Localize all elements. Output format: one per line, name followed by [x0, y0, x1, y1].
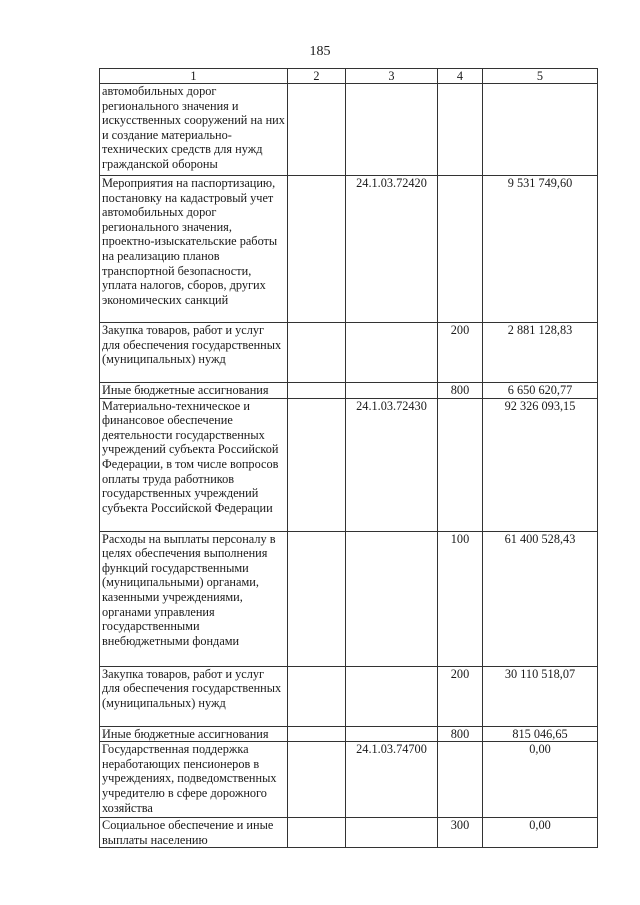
table-row: [100, 323, 598, 383]
row-description: Закупка товаров, работ и услуг для обеспечения государственных (муниципальных) нужд: [100, 323, 288, 383]
row-description: автомобильных дорог регионального значения и искусственных сооружений на них и создание материально-технических средств для нужд гражданской обороны: [100, 84, 288, 176]
column-header-4: 4: [438, 69, 483, 84]
table-row: [100, 398, 598, 531]
row-col2: [288, 818, 346, 848]
table-row: [100, 742, 598, 818]
row-col2: [288, 666, 346, 726]
row-type: 200: [438, 666, 483, 726]
row-description: Государственная поддержка неработающих пенсионеров в учреждениях, подведомственных учредителю в сфере дорожного хозяйства: [100, 742, 288, 818]
row-amount: 61 400 528,43: [483, 531, 598, 666]
budget-table: [99, 68, 598, 848]
row-code: 24.1.03.74700: [346, 742, 438, 818]
column-header-1: 1: [100, 69, 288, 84]
row-type: 300: [438, 818, 483, 848]
row-col2: [288, 531, 346, 666]
row-amount: [483, 84, 598, 176]
row-amount: 30 110 518,07: [483, 666, 598, 726]
table-row: [100, 666, 598, 726]
row-description: Закупка товаров, работ и услуг для обеспечения государственных (муниципальных) нужд: [100, 666, 288, 726]
table-row: [100, 84, 598, 176]
row-amount: 6 650 620,77: [483, 383, 598, 399]
column-header-3: 3: [346, 69, 438, 84]
page-number: 185: [309, 44, 331, 59]
row-description: Мероприятия на паспортизацию, постановку на кадастровый учет автомобильных дорог регионального значения, проектно-изыскательские работы на реализацию планов транспортной безопасности, уплата налогов, сборов, других экономических санкций: [100, 176, 288, 323]
row-type: [438, 84, 483, 176]
table-row: [100, 818, 598, 848]
row-code: [346, 84, 438, 176]
row-col2: [288, 398, 346, 531]
row-amount: 0,00: [483, 818, 598, 848]
row-code: [346, 726, 438, 742]
row-description: Расходы на выплаты персоналу в целях обеспечения выполнения функций государственными (муниципальными) органами, казенными учреждениями, органами управления государственными внебюджетными фондами: [100, 531, 288, 666]
row-type: [438, 176, 483, 323]
row-amount: 92 326 093,15: [483, 398, 598, 531]
row-col2: [288, 176, 346, 323]
table-row: [100, 176, 598, 323]
table-header-row: [100, 69, 598, 84]
row-type: 200: [438, 323, 483, 383]
row-description: Социальное обеспечение и иные выплаты населению: [100, 818, 288, 848]
row-type: 100: [438, 531, 483, 666]
row-type: 800: [438, 726, 483, 742]
column-header-5: 5: [483, 69, 598, 84]
row-code: [346, 323, 438, 383]
row-code: [346, 531, 438, 666]
table-row: [100, 383, 598, 399]
row-col2: [288, 84, 346, 176]
row-description: Иные бюджетные ассигнования: [100, 726, 288, 742]
row-col2: [288, 726, 346, 742]
row-description: Иные бюджетные ассигнования: [100, 383, 288, 399]
row-code: 24.1.03.72420: [346, 176, 438, 323]
row-amount: 2 881 128,83: [483, 323, 598, 383]
row-code: [346, 666, 438, 726]
row-type: [438, 742, 483, 818]
row-code: [346, 383, 438, 399]
table-row: [100, 726, 598, 742]
row-description: Материально-техническое и финансовое обеспечение деятельности государственных учреждений субъекта Российской Федерации, в том числе вопросов оплаты труда работников государственных учреждений субъекта Российской Федерации: [100, 398, 288, 531]
row-code: 24.1.03.72430: [346, 398, 438, 531]
row-col2: [288, 323, 346, 383]
row-type: [438, 398, 483, 531]
row-col2: [288, 742, 346, 818]
row-amount: 0,00: [483, 742, 598, 818]
row-code: [346, 818, 438, 848]
row-amount: 815 046,65: [483, 726, 598, 742]
row-col2: [288, 383, 346, 399]
row-type: 800: [438, 383, 483, 399]
column-header-2: 2: [288, 69, 346, 84]
table-row: [100, 531, 598, 666]
row-amount: 9 531 749,60: [483, 176, 598, 323]
